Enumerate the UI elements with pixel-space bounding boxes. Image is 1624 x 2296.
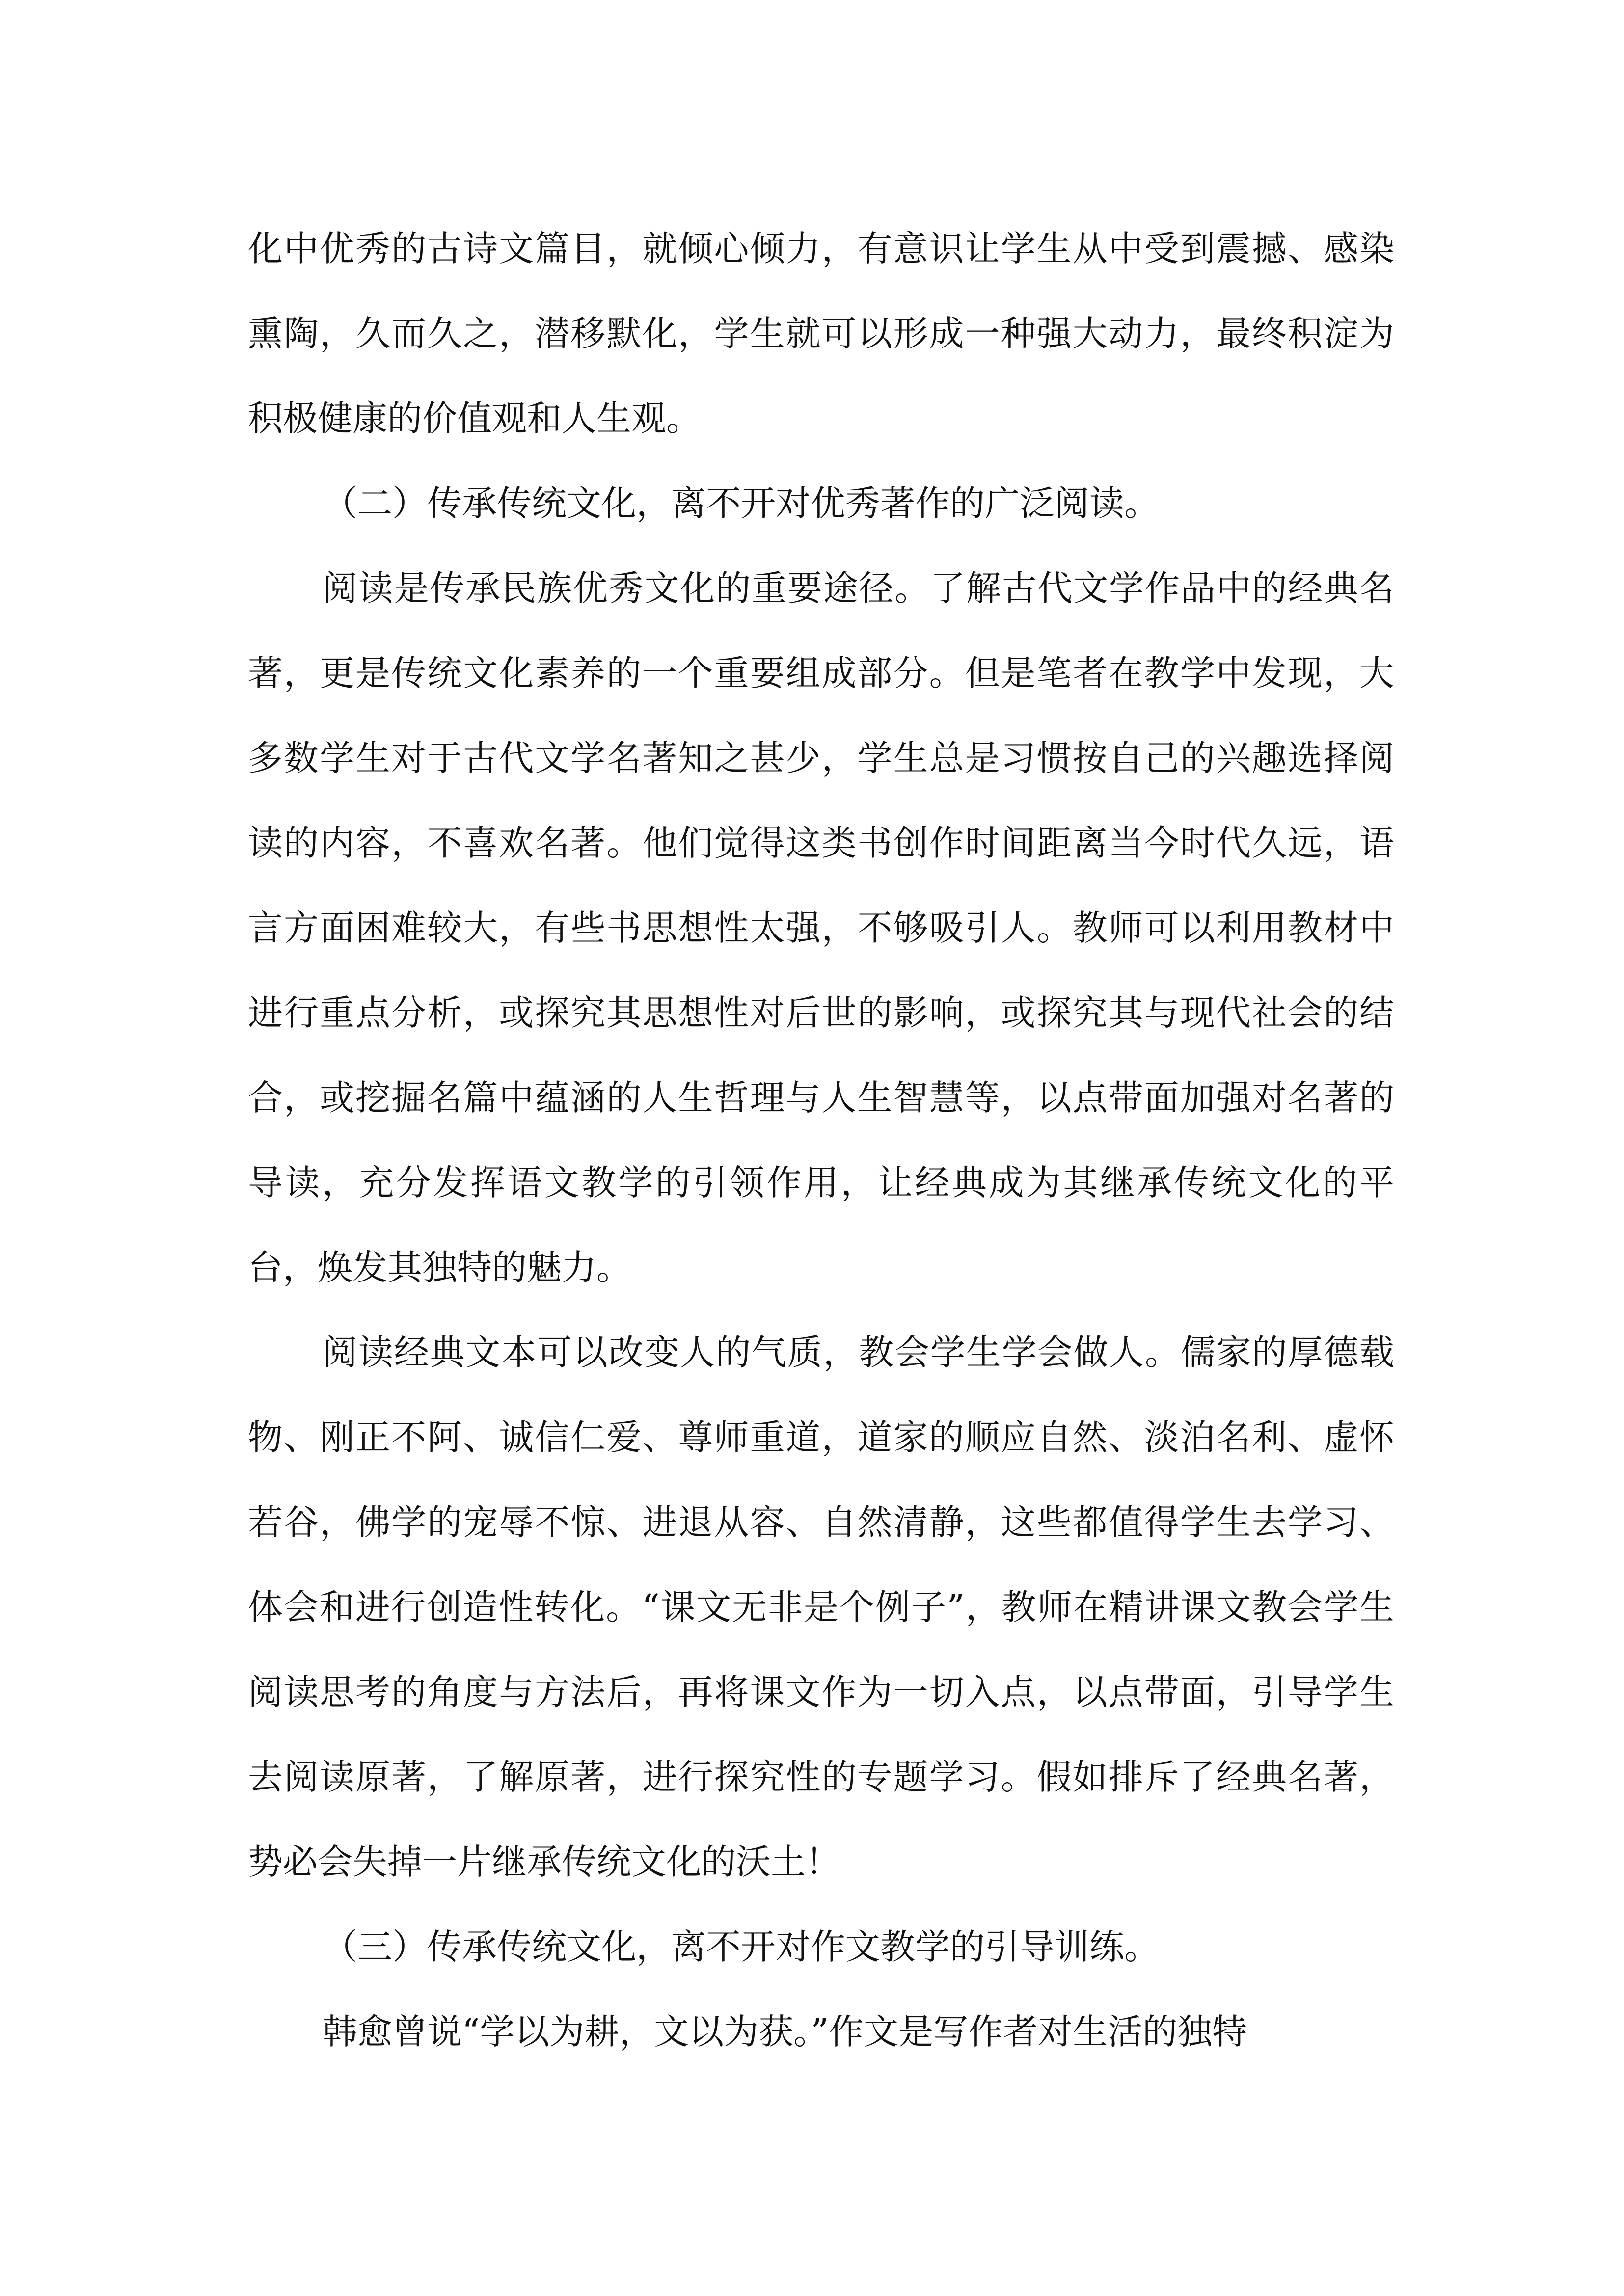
section-heading-3: （三）传承传统文化，离不开对作文教学的引导训练。 [323,1926,1160,1967]
section-heading-2: （二）传承传统文化，离不开对优秀著作的广泛阅读。 [323,483,1160,524]
paragraph-writing: 韩愈曾说“学以为耕，文以为获。”作文是写作者对生活的独特 [323,2011,1247,2052]
paragraph-reading: 阅读是传承民族优秀文化的重要途径。了解古代文学作品中的经典名著，更是传统文化素养的一个重要组成部分。但是笔者在教学中发现，大多数学生对于古代文学名著知之甚少，学生总是习惯按自己的兴趣选择阅读的内容，不喜欢名著。他们觉得这类书创作时间距离当今时代久远，语言方面困难较大，有些书思想性太强，不够吸引人。教师可以利用教材中进行重点分析，或探究其思想性对后世的影响，或探究其与现代社会的结合，或挖掘名篇中蕴涵的人生哲理与人生智慧等，以点带面加强对名著的导读，充分发挥语文教学的引领作用，让经典成为其继承传统文化的平台，焕发其独特的魅力。 [248,568,1394,1288]
paragraph-classics: 阅读经典文本可以改变人的气质，教会学生学会做人。儒家的厚德载物、刚正不阿、诚信仁爱、尊师重道，道家的顺应自然、淡泊名利、虚怀若谷，佛学的宠辱不惊、进退从容、自然清静，这些都值得学生去学习、体会和进行创造性转化。“课文无非是个例子”，教师在精讲课文教会学生阅读思考的角度与方法后，再将课文作为一切入点，以点带面，引导学生去阅读原著，了解原著，进行探究性的专题学习。假如排斥了经典名著，势必会失掉一片继承传统文化的沃土！ [248,1332,1394,1882]
document-body [248,206,1394,2074]
paragraph-continuation: 化中优秀的古诗文篇目，就倾心倾力，有意识让学生从中受到震撼、感染熏陶，久而久之，潜移默化，学生就可以形成一种强大动力，最终积淀为积极健康的价值观和人生观。 [248,228,1394,439]
